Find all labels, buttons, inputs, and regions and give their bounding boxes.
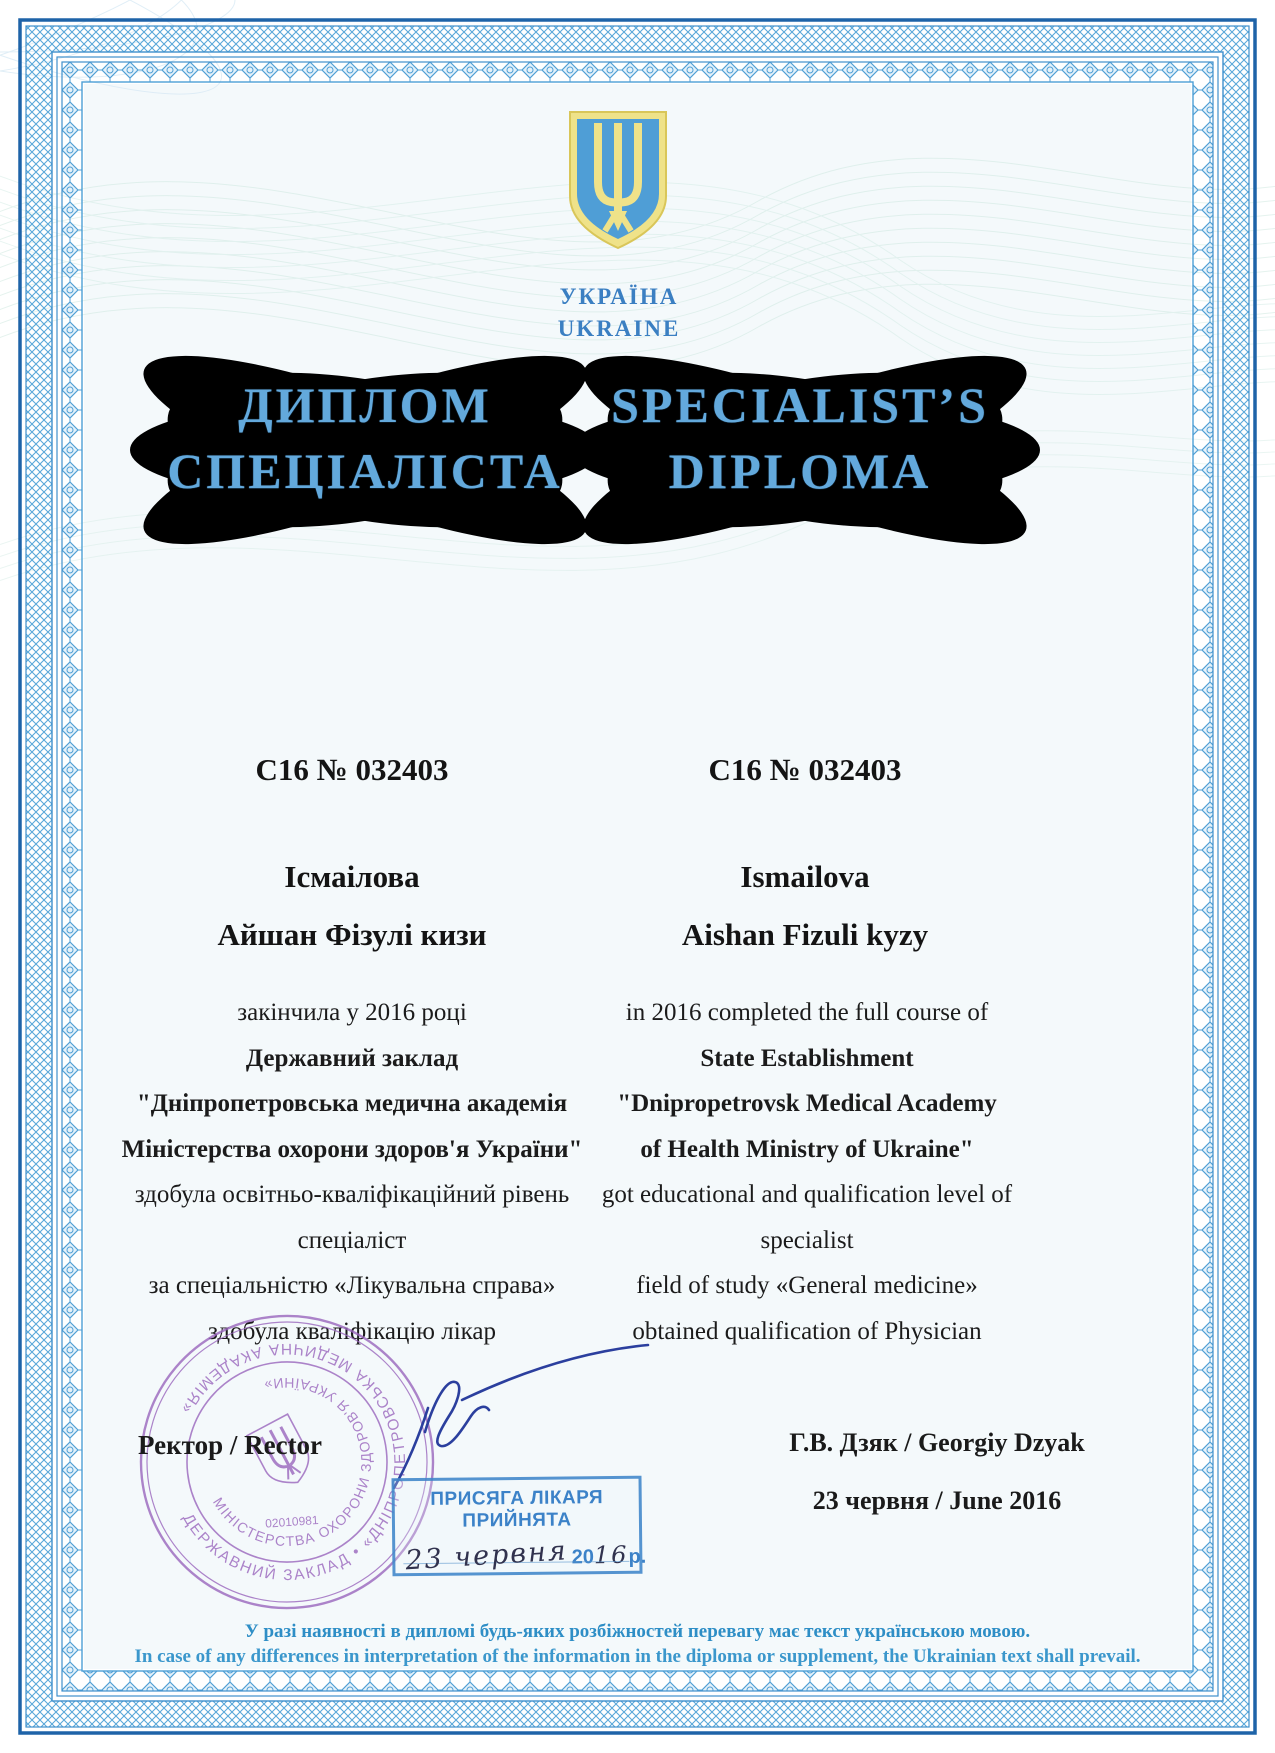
rector-name: Г.В. Дзяк / Georgiy Dzyak: [789, 1428, 1085, 1457]
signing-block: [737, 1428, 1137, 1516]
country-name: [419, 281, 819, 345]
diploma-title-uk: [95, 372, 635, 504]
seal-inner-text: МІНІСТЕРСТВА ОХОРОНИ ЗДОРОВ'Я УКРАЇНИ»: [210, 1374, 375, 1550]
body-line: закінчила у 2016 році: [237, 999, 467, 1026]
diploma-title-uk-line2: СПЕЦІАЛІСТА: [167, 443, 563, 499]
body-line: of Health Ministry of Ukraine": [640, 1135, 974, 1163]
body-line: спеціаліст: [297, 1226, 407, 1254]
ukraine-trident-emblem: [566, 110, 670, 254]
country-name-uk: УКРАЇНА: [559, 284, 679, 309]
year-suffix: р.: [628, 1545, 647, 1568]
graduate-name-uk: [92, 848, 612, 964]
body-line: Міністерства охорони здоров'я України": [121, 1135, 583, 1163]
diploma-title-en-line2: DIPLOMA: [668, 443, 932, 499]
body-line: in 2016 completed the full course of: [625, 999, 989, 1026]
graduate-name-en: [545, 848, 1065, 964]
body-line: obtained qualification of Physician: [632, 1317, 982, 1345]
footer-disclaimer: [60, 1620, 1215, 1670]
country-name-en: UKRAINE: [557, 316, 681, 341]
body-line: State Establishment: [700, 1044, 914, 1072]
given-name-en: Aishan Fizuli kyzy: [681, 917, 929, 952]
body-line: "Дніпропетровська медична академія: [136, 1090, 568, 1117]
surname-uk: Ісмаілова: [284, 859, 420, 894]
diploma-title-en: [575, 372, 1025, 504]
issue-date: 23 червня / June 2016: [812, 1486, 1062, 1515]
diploma-title-en-line1: SPECIALIST’S: [611, 377, 989, 433]
diploma-title-uk-line1: ДИПЛОМ: [238, 377, 492, 433]
handwritten-date: 23 червня: [404, 1535, 569, 1577]
surname-en: Ismailova: [740, 859, 870, 894]
year-prefix: 20: [571, 1546, 595, 1569]
body-line: specialist: [760, 1226, 854, 1254]
body-line: здобула кваліфікацію лікар: [207, 1317, 497, 1345]
body-line: здобула освітньо-кваліфікаційний рівень: [134, 1181, 570, 1208]
handwritten-year: 16: [593, 1540, 629, 1570]
body-line: field of study «General medicine»: [636, 1272, 978, 1299]
given-name-uk: Айшан Фізулі кизи: [217, 917, 487, 952]
body-text-en: [542, 990, 1072, 1354]
seal-code: 02010981: [264, 1512, 319, 1531]
body-line: Державний заклад: [245, 1044, 459, 1072]
rector-label: Ректор / Rector: [138, 1430, 323, 1460]
diploma-number-en: С16 № 032403: [708, 752, 902, 787]
body-line: "Dnipropetrovsk Medical Academy: [617, 1090, 997, 1117]
oath-stamp-date-row: [395, 1535, 647, 1577]
seal-outer-text: ДЕРЖАВНИЙ ЗАКЛАД • «ДНІПРОПЕТРОВСЬКА МЕДИЧНА АКАДЕМІЯ»: [176, 1339, 410, 1585]
footer-disclaimer-en: In case of any differences in interpretation of the information in the diploma or supplement, the Ukrainian text shall prevail.: [134, 1646, 1141, 1667]
diploma-number-uk: С16 № 032403: [255, 752, 449, 787]
footer-disclaimer-uk: У разі наявності в дипломі будь-яких розбіжностей перевагу має текст українською мовою.: [244, 1621, 1031, 1642]
body-line: got educational and qualification level of: [601, 1181, 1013, 1208]
body-text-uk: [82, 990, 622, 1354]
oath-stamp-title: ПРИСЯГА ЛІКАРЯ ПРИЙНЯТА: [430, 1487, 604, 1532]
body-line: за спеціальністю «Лікувальна справа»: [148, 1272, 556, 1299]
oath-stamp: [391, 1476, 647, 1577]
